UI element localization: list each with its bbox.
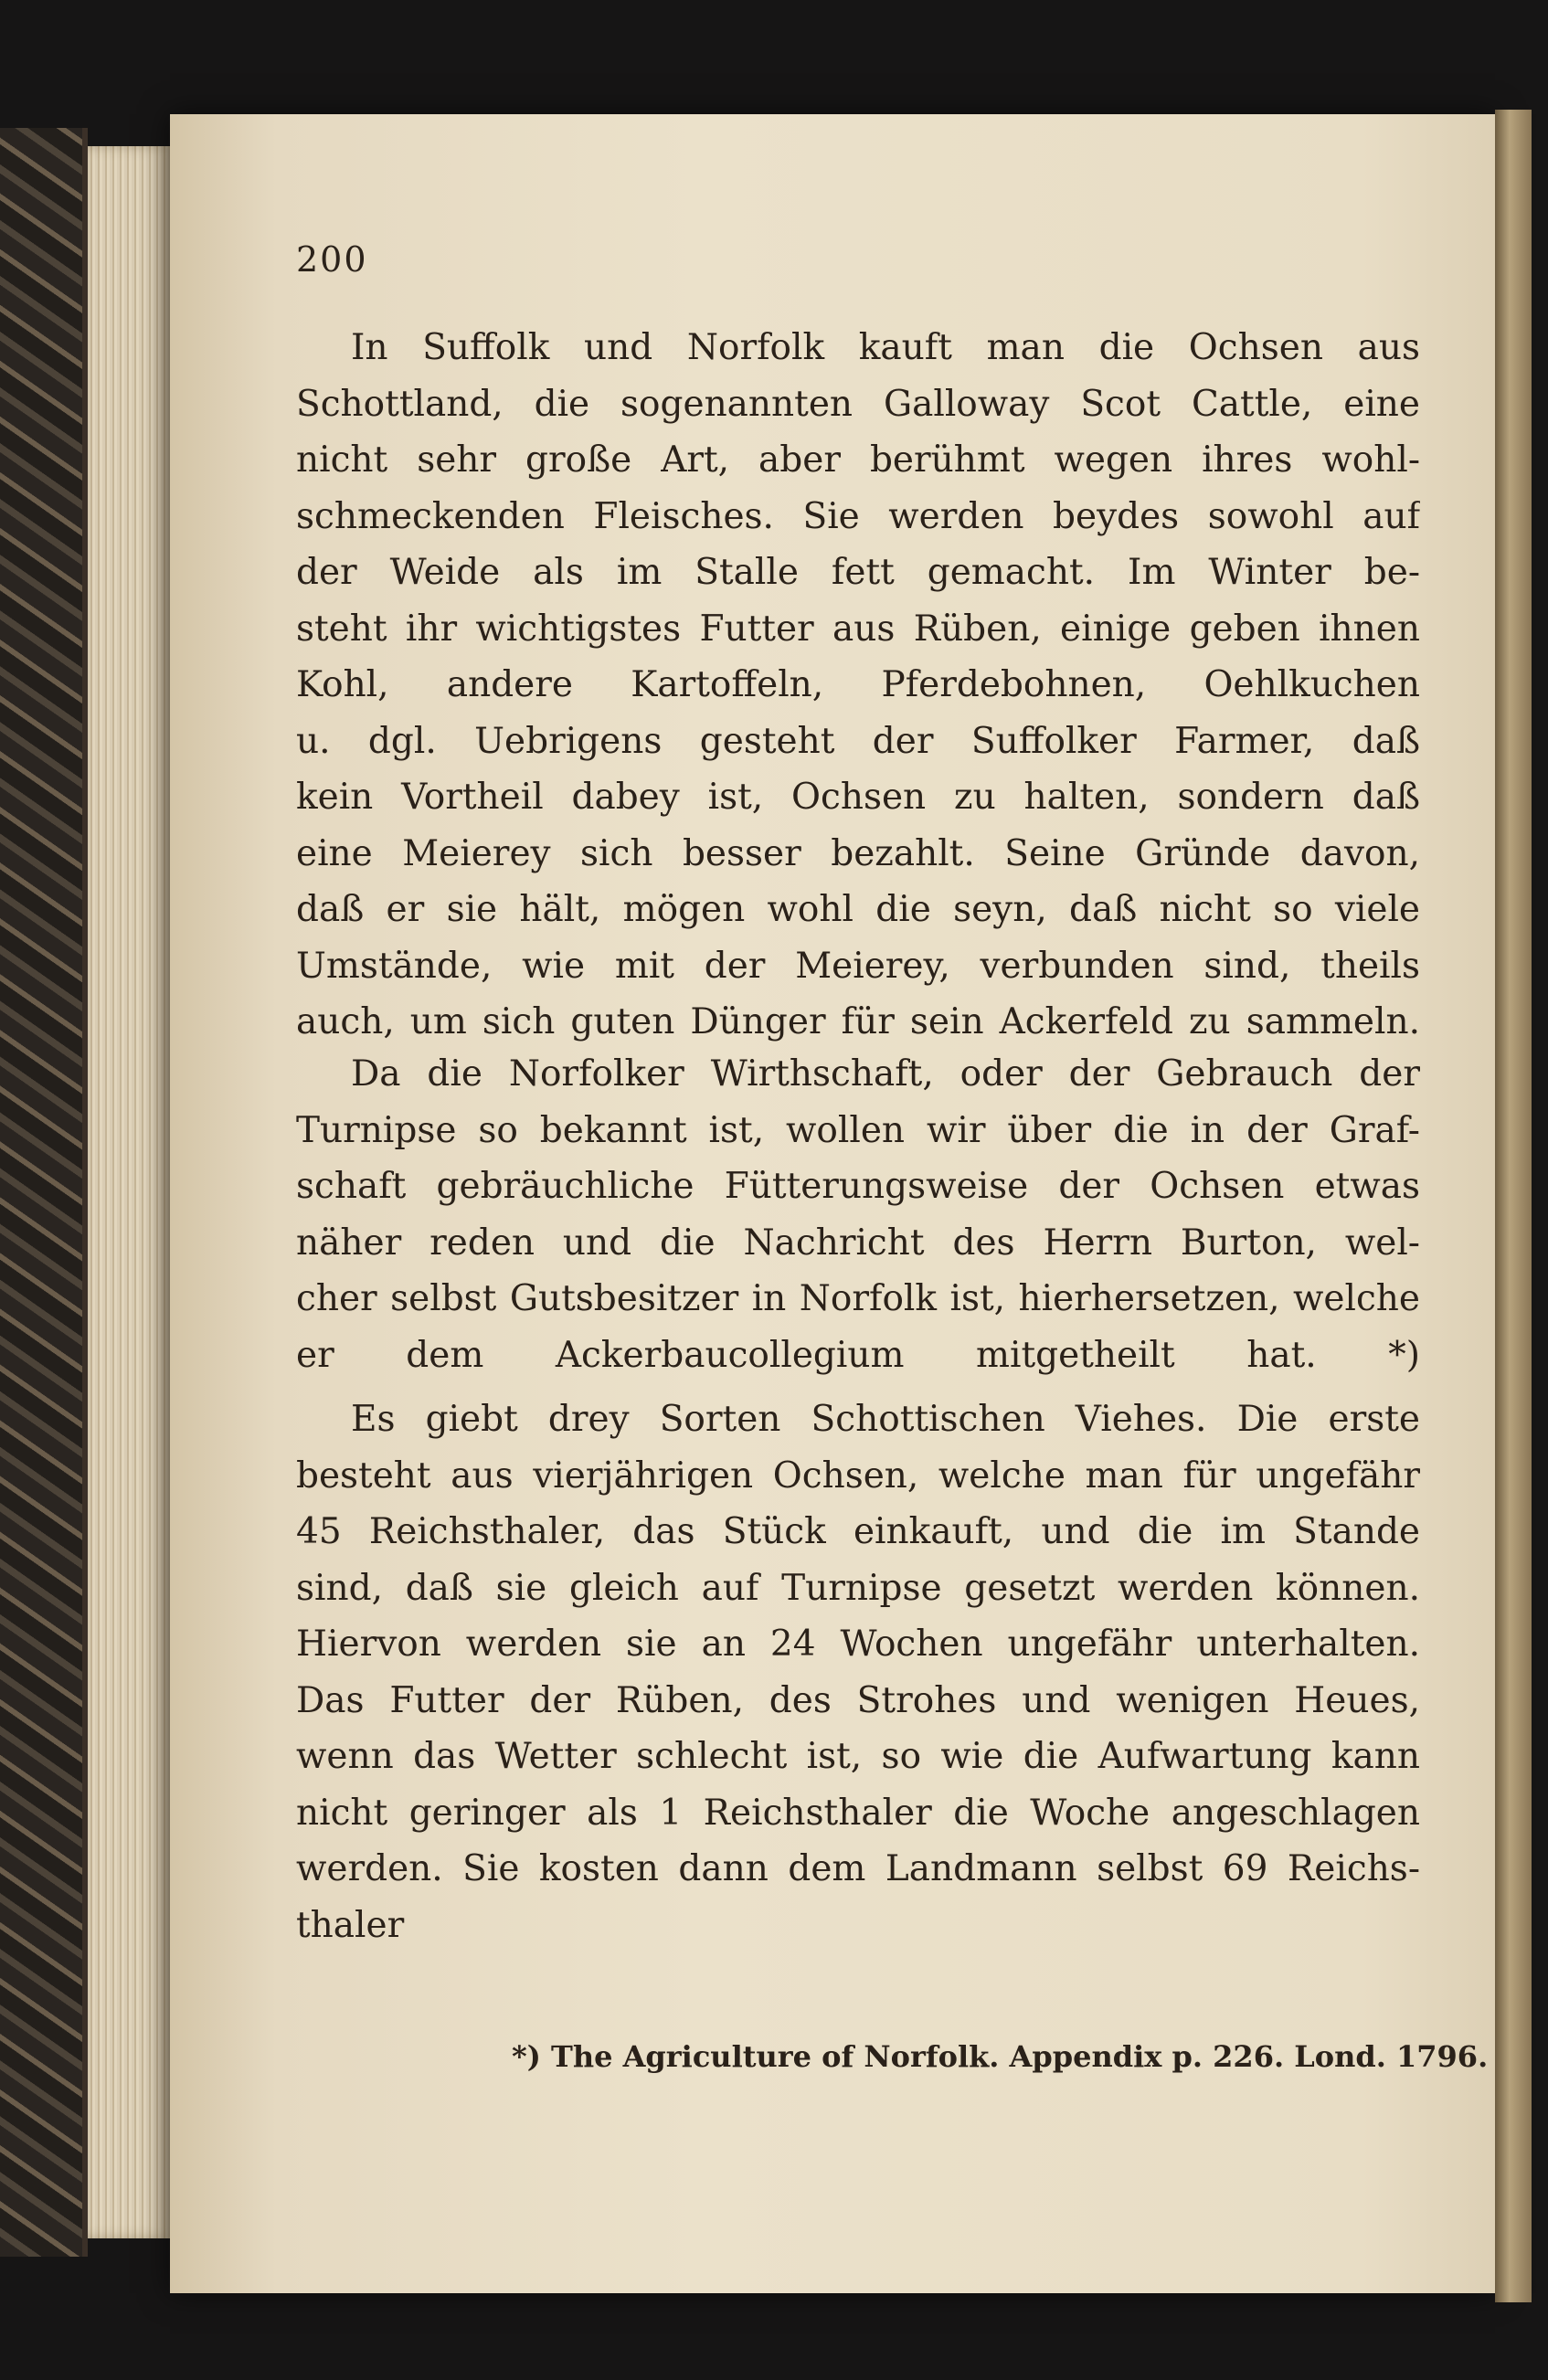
text-line: kein Vortheil dabey ist, Ochsen zu halten, sondern daß xyxy=(296,777,1420,818)
text-line: nicht geringer als 1 Reichsthaler die Woche angeschlagen xyxy=(296,1792,1420,1834)
paragraph-3 xyxy=(296,1391,1420,1953)
text-line: wenn das Wetter schlecht ist, so wie die Aufwartung kann xyxy=(296,1736,1420,1777)
text-line: besteht aus vierjährigen Ochsen, welche man für ungefähr xyxy=(296,1454,1420,1497)
text-line: nicht sehr große Art, aber berühmt wegen ihres wohl- xyxy=(296,439,1420,481)
text-line: Es giebt drey Sorten Schottischen Viehes. Die erste xyxy=(351,1399,1420,1440)
text-line-last: thaler xyxy=(296,1904,405,1946)
page-edges xyxy=(88,146,170,2238)
text-line: sind, daß sie gleich auf Turnipse gesetzt werden können. xyxy=(296,1567,1420,1609)
text-line: Schottland, die sogenannten Galloway Scot Cattle, eine xyxy=(296,383,1420,425)
text-line: er dem Ackerbaucollegium mitgetheilt hat. *) xyxy=(296,1334,1420,1376)
text-line: Hiervon werden sie an 24 Wochen ungefähr unterhalten. xyxy=(296,1624,1420,1665)
text-line: schaft gebräuchliche Fütterungsweise der Ochsen etwas xyxy=(296,1166,1420,1207)
text-line: näher reden und die Nachricht des Herrn Burton, wel- xyxy=(296,1222,1420,1264)
text-line: eine Meierey sich besser bezahlt. Seine Gründe davon, xyxy=(296,832,1420,874)
text-line: In Suffolk und Norfolk kauft man die Ochsen aus xyxy=(351,327,1420,368)
text-line: daß er sie hält, mögen wohl die seyn, daß nicht so viele xyxy=(296,889,1420,930)
page-number: 200 xyxy=(296,239,368,280)
text-line: Umstände, wie mit der Meierey, verbunden sind, theils xyxy=(296,945,1420,987)
paragraph-2 xyxy=(296,1046,1420,1383)
text-line: Da die Norfolker Wirthschaft, oder der Gebrauch der xyxy=(351,1053,1420,1095)
text-line: werden. Sie kosten dann dem Landmann selbst 69 Reichs- xyxy=(296,1848,1420,1889)
text-line: der Weide als im Stalle fett gemacht. Im Winter be- xyxy=(296,552,1420,593)
text-line: Kohl, andere Kartoffeln, Pferdebohnen, Oehlkuchen xyxy=(296,664,1420,705)
text-line: auch, um sich guten Dünger für sein Ackerfeld zu sammeln. xyxy=(296,1001,1420,1042)
text-line: schmeckenden Fleisches. Sie werden beydes sowohl auf xyxy=(296,495,1420,537)
text-line: steht ihr wichtigstes Futter aus Rüben, einige geben ihnen xyxy=(296,608,1420,650)
text-line: cher selbst Gutsbesitzer in Norfolk ist, hierhersetzen, welche xyxy=(296,1278,1420,1319)
footnote: *) The Agriculture of Norfolk. Appendix p. 226. Lond. 1796. xyxy=(512,2039,1489,2074)
text-line: 45 Reichsthaler, das Stück einkauft, und die im Stande xyxy=(296,1511,1420,1552)
facing-page-edge xyxy=(1495,110,1532,2302)
text-line: Das Futter der Rüben, des Strohes und wenigen Heues, xyxy=(296,1679,1420,1721)
text-line: u. dgl. Uebrigens gesteht der Suffolker Farmer, daß xyxy=(296,720,1420,762)
text-line: Turnipse so bekannt ist, wollen wir über die in der Graf- xyxy=(296,1109,1420,1151)
paragraph-1 xyxy=(296,320,1420,1051)
book-cover-edge xyxy=(0,128,88,2257)
